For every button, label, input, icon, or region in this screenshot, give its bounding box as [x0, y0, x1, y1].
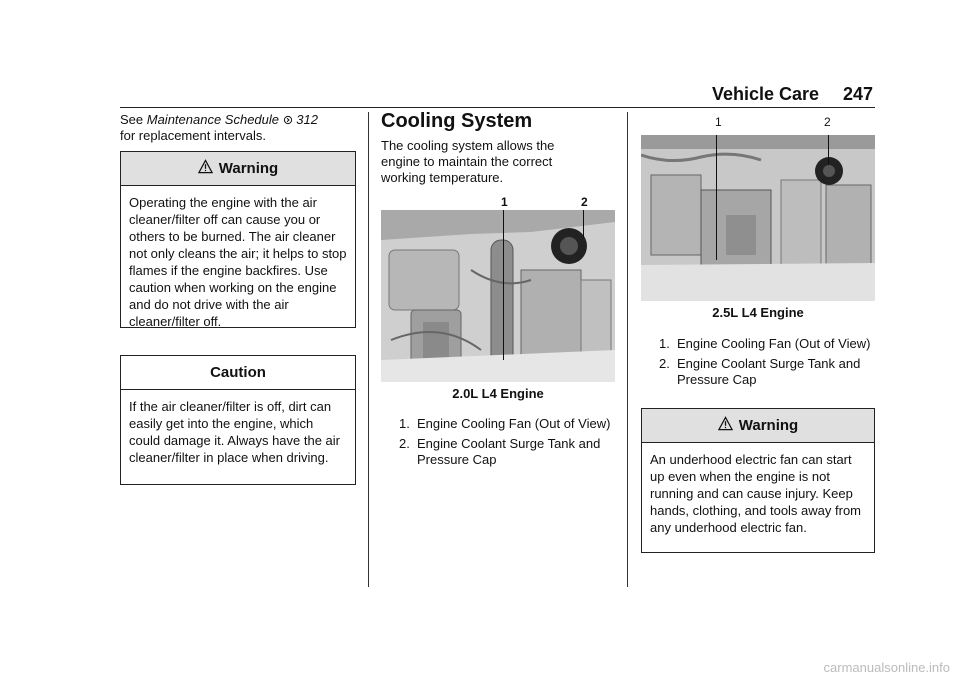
item-number: 2. — [399, 436, 410, 451]
figure-caption-2-5l: 2.5L L4 Engine — [712, 305, 804, 320]
item-number: 1. — [399, 416, 410, 431]
callout-line-2 — [828, 135, 829, 165]
warning-box-air-cleaner — [120, 151, 356, 328]
page-ref-icon — [283, 112, 297, 127]
warning-body: An underhood electric fan can start up even when the engine is not running and can cause injury. Keep hands, clothing, and tools away from any underhood electric fan. — [650, 452, 862, 535]
list-item — [399, 436, 614, 468]
component-list-2-5l — [659, 336, 874, 392]
warning-triangle-icon — [718, 416, 733, 435]
callout-2: 2 — [581, 195, 588, 209]
callout-line-1 — [716, 135, 717, 260]
warning-header — [642, 409, 874, 443]
caution-box — [120, 355, 356, 485]
callout-1: 1 — [501, 195, 508, 209]
item-text: Engine Coolant Surge Tank and Pressure Cap — [677, 356, 861, 387]
item-text: Engine Cooling Fan (Out of View) — [417, 416, 611, 431]
watermark-text: carmanualsonline.info — [823, 660, 950, 675]
list-item — [659, 336, 874, 352]
see-prefix: See — [120, 112, 147, 127]
item-number: 2. — [659, 356, 670, 371]
engine-image-2-5l — [641, 135, 875, 301]
warning-header — [121, 152, 355, 186]
warning-box-electric-fan — [641, 408, 875, 553]
warning-body: Operating the engine with the air cleaner/filter off can cause you or others to be burned. The air cleaner not only cleans the air; it helps to stop flames if the engine backfires. Use caution when working on the engine and do not drive with the air cleaner/filter off. — [129, 195, 347, 329]
component-list-2-0l — [399, 416, 614, 472]
item-text: Engine Coolant Surge Tank and Pressure Cap — [417, 436, 601, 467]
header-rule — [120, 107, 875, 108]
caution-header — [121, 356, 355, 390]
see-reference — [120, 112, 360, 144]
maintenance-schedule-link[interactable]: Maintenance Schedule — [146, 112, 280, 127]
column-divider-2 — [627, 112, 628, 587]
item-number: 1. — [659, 336, 670, 351]
caution-title: Caution — [210, 364, 266, 381]
warning-title: Warning — [738, 417, 799, 434]
callout-line-1 — [503, 210, 504, 360]
see-suffix: for replacement intervals. — [120, 128, 266, 143]
callout-2-2-5l: 2 — [824, 115, 831, 129]
engine-image-2-0l — [381, 210, 615, 382]
warning-title: Warning — [218, 160, 279, 177]
list-item — [399, 416, 614, 432]
caution-body: If the air cleaner/filter is off, dirt can easily get into the engine, which could damage it. Always have the air cleaner/filter in place when driving. — [129, 399, 341, 465]
cooling-intro: The cooling system allows the engine to maintain the correct working temperature. — [381, 138, 555, 185]
figure-caption-2-0l: 2.0L L4 Engine — [452, 386, 544, 401]
warning-triangle-icon — [198, 159, 213, 178]
callout-line-2 — [583, 210, 584, 238]
section-title: Cooling System — [381, 110, 533, 132]
column-divider-1 — [368, 112, 369, 587]
item-text: Engine Cooling Fan (Out of View) — [677, 336, 871, 351]
page-ref-number[interactable]: 312 — [296, 112, 318, 127]
callout-1-2-5l: 1 — [715, 115, 722, 129]
running-header-section: Vehicle Care — [712, 84, 820, 104]
list-item — [659, 356, 874, 388]
page-number: 247 — [843, 84, 874, 104]
